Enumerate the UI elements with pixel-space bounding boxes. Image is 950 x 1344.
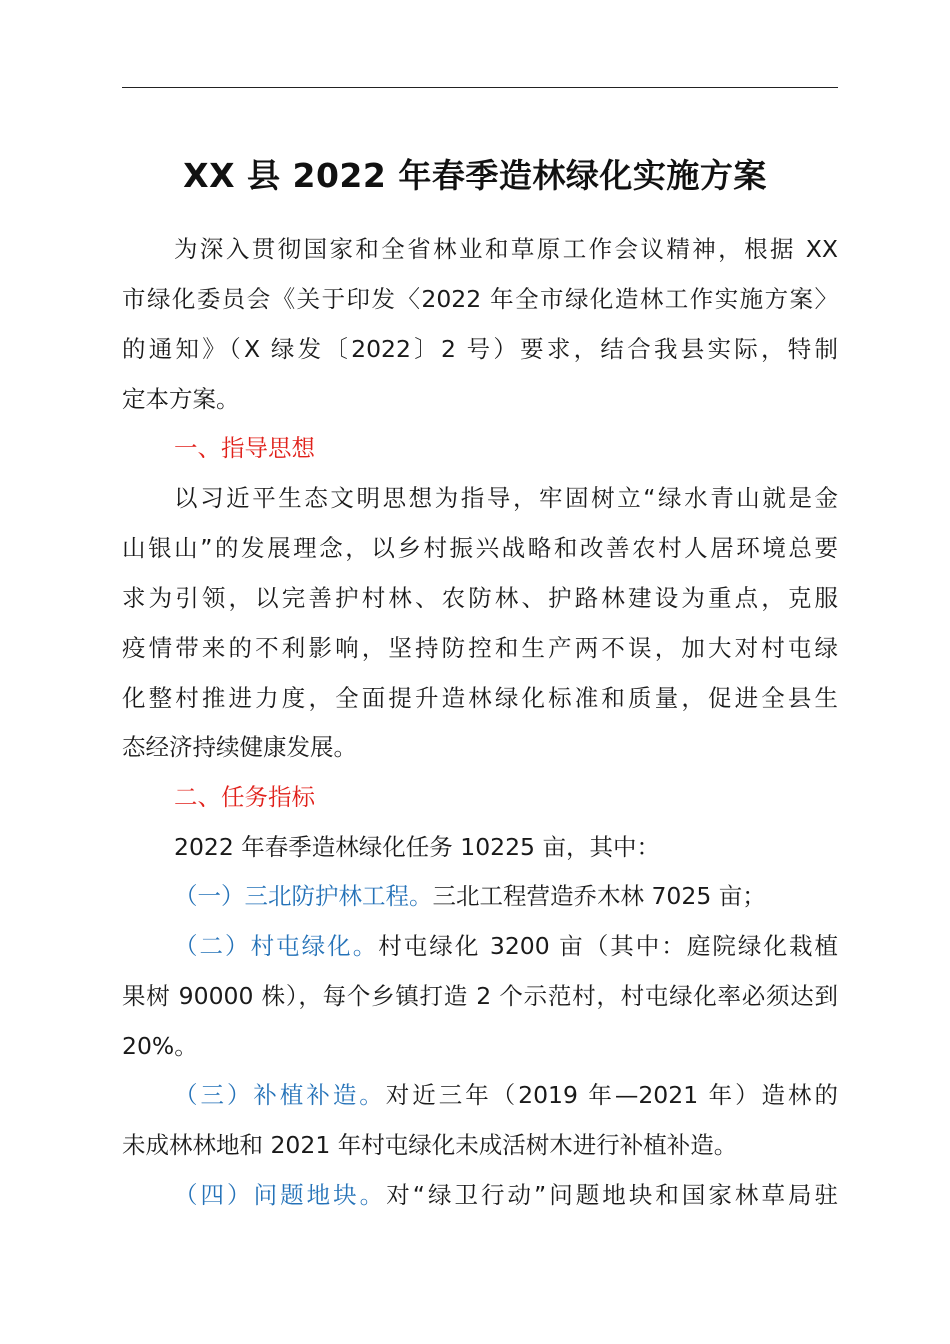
document-title: XX 县 2022 年春季造林绿化实施方案 xyxy=(183,156,767,195)
section1-line-2: 山银山”的发展理念，以乡村振兴战略和改善农村人居环境总要 xyxy=(122,534,838,562)
section1-line-1: 以习近平生态文明思想为指导，牢固树立“绿水青山就是金 xyxy=(174,484,838,512)
item3-label: （三）补植补造。 xyxy=(174,1081,386,1109)
item4-text: 对“绿卫行动”问题地块和国家林草局驻 xyxy=(386,1181,838,1209)
intro-line-4: 定本方案。 xyxy=(122,385,240,413)
header-rule xyxy=(122,87,838,88)
item2-text: 村屯绿化 3200 亩（其中：庭院绿化栽植 xyxy=(378,932,838,960)
section2-summary: 2022 年春季造林绿化任务 10225 亩，其中： xyxy=(174,833,660,861)
intro-line-3: 的通知》（X 绿发〔2022〕2 号）要求，结合我县实际，特制 xyxy=(122,335,838,363)
item3-line-1 xyxy=(174,1075,838,1115)
item4-line-1 xyxy=(174,1175,838,1215)
section1-line-6: 态经济持续健康发展。 xyxy=(122,733,357,761)
item2-line-2: 果树 90000 株），每个乡镇打造 2 个示范村，村屯绿化率必须达到 xyxy=(122,982,838,1010)
item1-line xyxy=(174,876,838,916)
section1-line-4: 疫情带来的不利影响，坚持防控和生产两不误，加大对村屯绿 xyxy=(122,634,838,662)
section1-line-3: 求为引领，以完善护村林、农防林、护路林建设为重点，克服 xyxy=(122,584,838,612)
item2-line-3: 20%。 xyxy=(122,1032,198,1060)
intro-line-1: 为深入贯彻国家和全省林业和草原工作会议精神，根据 XX xyxy=(174,235,838,263)
item1-label: （一）三北防护林工程。 xyxy=(174,882,433,910)
section1-heading: 一、指导思想 xyxy=(174,434,315,462)
section2-heading: 二、任务指标 xyxy=(174,783,315,811)
item3-text: 对近三年（2019 年—2021 年）造林的 xyxy=(385,1081,838,1109)
item2-label: （二）村屯绿化。 xyxy=(174,932,379,960)
section1-line-5: 化整村推进力度，全面提升造林绿化标准和质量，促进全县生 xyxy=(122,684,838,712)
item4-label: （四）问题地块。 xyxy=(174,1181,387,1209)
item1-text: 三北工程营造乔木林 7025 亩； xyxy=(432,882,766,910)
item3-line-2: 未成林林地和 2021 年村屯绿化未成活树木进行补植补造。 xyxy=(122,1131,738,1159)
intro-line-2: 市绿化委员会《关于印发〈2022 年全市绿化造林工作实施方案〉 xyxy=(122,285,838,313)
item2-line-1 xyxy=(174,926,838,966)
